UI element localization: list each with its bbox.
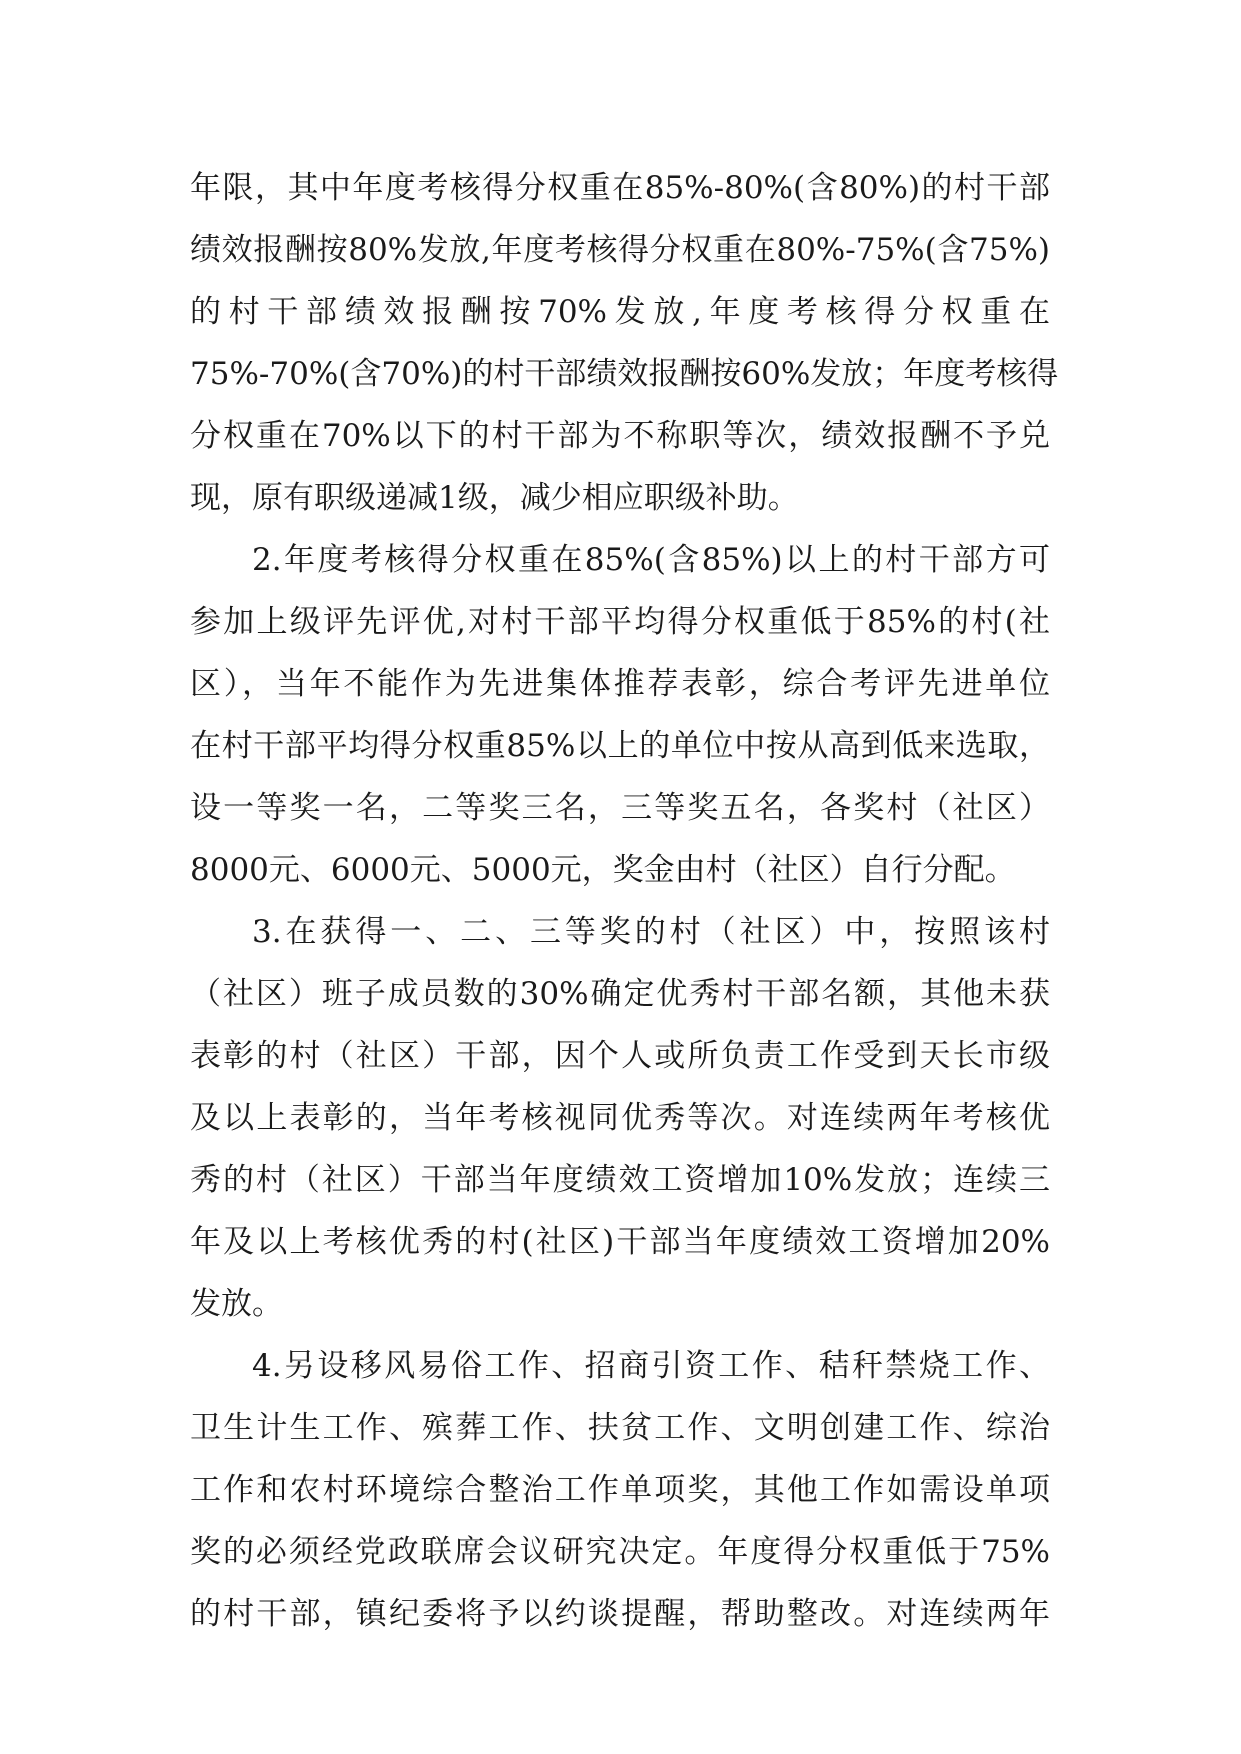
text-line: 卫生计生工作、殡葬工作、扶贫工作、文明创建工作、综治 [190, 1410, 1050, 1446]
text-line: 及以上表彰的，当年考核视同优秀等次。对连续两年考核优 [190, 1100, 1050, 1136]
text-line: 区），当年不能作为先进集体推荐表彰，综合考评先进单位 [190, 666, 1050, 702]
body-text [190, 157, 1059, 1645]
text-line: 表彰的村（社区）干部，因个人或所负责工作受到天长市级 [190, 1038, 1050, 1074]
text-line: 的村干部绩效报酬按70%发放,年度考核得分权重在 [190, 294, 1050, 330]
text-line: 现，原有职级递减1级，减少相应职级补助。 [190, 480, 799, 516]
paragraph-4-first-line: 4.另设移风易俗工作、招商引资工作、秸秆禁烧工作、 [252, 1348, 1050, 1384]
text-line: 参加上级评先评优,对村干部平均得分权重低于85%的村(社 [190, 604, 1050, 640]
text-line: 年限，其中年度考核得分权重在85%-80%(含80%)的村干部 [190, 170, 1050, 206]
text-line: 8000元、6000元、5000元，奖金由村（社区）自行分配。 [190, 852, 1016, 888]
text-line: 分权重在70%以下的村干部为不称职等次，绩效报酬不予兑 [190, 418, 1050, 454]
paragraph-2-first-line: 2.年度考核得分权重在85%(含85%)以上的村干部方可 [252, 542, 1050, 578]
text-line: 年及以上考核优秀的村(社区)干部当年度绩效工资增加20% [190, 1224, 1050, 1260]
text-line: 绩效报酬按80%发放,年度考核得分权重在80%-75%(含75%) [190, 232, 1050, 268]
text-line: 秀的村（社区）干部当年度绩效工资增加10%发放；连续三 [190, 1162, 1050, 1198]
text-line: 75%-70%(含70%)的村干部绩效报酬按60%发放；年度考核得 [190, 356, 1059, 392]
text-line: 奖的必须经党政联席会议研究决定。年度得分权重低于75% [190, 1534, 1050, 1570]
text-line: 设一等奖一名，二等奖三名，三等奖五名，各奖村（社区） [190, 790, 1050, 826]
text-line: 发放。 [190, 1286, 283, 1322]
text-line: 的村干部，镇纪委将予以约谈提醒，帮助整改。对连续两年 [190, 1596, 1050, 1632]
text-line: （社区）班子成员数的30%确定优秀村干部名额，其他未获 [190, 976, 1050, 1012]
text-line: 在村干部平均得分权重85%以上的单位中按从高到低来选取， [190, 728, 1050, 764]
paragraph-3-first-line: 3.在获得一、二、三等奖的村（社区）中，按照该村 [252, 914, 1050, 950]
text-line: 工作和农村环境综合整治工作单项奖，其他工作如需设单项 [190, 1472, 1050, 1508]
